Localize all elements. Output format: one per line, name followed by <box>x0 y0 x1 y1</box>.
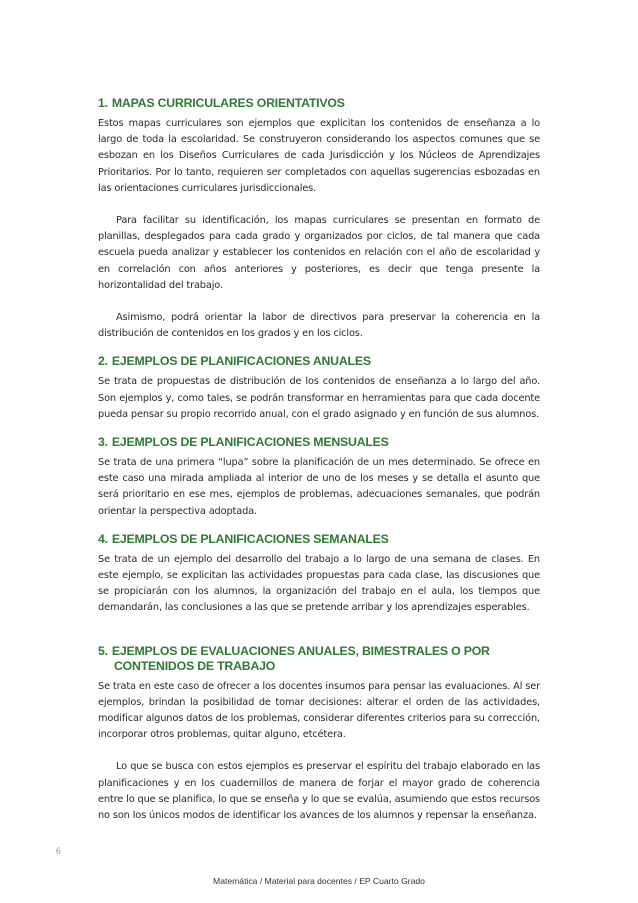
section-5-number: 5. <box>98 643 108 658</box>
section-2-paragraph-1: Se trata de propuestas de distribución de los contenidos de enseñanza a lo largo del año. Son ejemplos y, como tales, se podrán transformar en herramientas para que cada docente pueda pensar su propio recorrido anual, con el grado asignado y en función de sus alumnos. <box>98 376 540 420</box>
document-body <box>98 96 540 824</box>
section-2-number: 2. <box>98 354 108 369</box>
section-4-paragraph-1: Se trata de un ejemplo del desarrollo del trabajo a lo largo de una semana de clases. En este ejemplo, se explicitan las actividades propuestas para cada clase, las discusiones que se propiciarán con los alumnos, la organización del trabajo en el aula, los tiempos que demandarán, las conclusiones a las que se pretende arribar y los aprendizajes esperables. <box>98 553 540 614</box>
section-5-title-line-2: CONTENIDOS DE TRABAJO <box>114 658 276 673</box>
section-1-heading <box>98 96 540 111</box>
section-1-number: 1. <box>98 96 108 110</box>
page-footer: Matemática / Material para docentes / EP Cuarto Grado <box>213 876 425 886</box>
section-3-paragraph-1: Se trata de una primera “lupa” sobre la planificación de un mes determinado. Se ofrece en este caso una mirada ampliada al interior de uno de los meses y se detalla el asunto que será prioritario en ese mes, ejemplos de problemas, adecuaciones semanales, que podrán orientar la perspectiva adoptada. <box>98 457 540 517</box>
section-3-title: EJEMPLOS DE PLANIFICACIONES MENSUALES <box>111 435 389 450</box>
page-number: 6 <box>56 846 61 856</box>
section-1-paragraph-2: Para facilitar su identificación, los mapas curriculares se presentan en formato de planillas, desplegados para cada grado y organizados por ciclos, de tal manera que cada escuela pueda analizar y establecer los contenidos en relación con el año de escolaridad y en correlación con años anteriores y posteriores, es decir que tenga presente la horizontalidad del trabajo. <box>98 215 540 291</box>
section-5-title-line-1: EJEMPLOS DE EVALUACIONES ANUALES, BIMESTRALES O POR <box>111 643 490 658</box>
section-2-heading <box>98 354 540 369</box>
section-1-paragraph-1: Estos mapas curriculares son ejemplos que explicitan los contenidos de enseñanza a lo largo de toda la escolaridad. Se construyeron considerando los aspectos comunes que se esbozan en los Diseños Curriculares de cada Jurisdicción y los Núcleos de Aprendizajes Prioritarios. Por lo tanto, requieren ser completados con aquellas sugerencias esbozadas en las orientaciones curriculares jurisdiccionales. <box>98 118 540 194</box>
section-1-title: MAPAS CURRICULARES ORIENTATIVOS <box>111 96 345 110</box>
section-4-number: 4. <box>98 531 108 546</box>
section-1-paragraph-3: Asimismo, podrá orientar la labor de directivos para preservar la coherencia en la distribución de contenidos en los grados y en los ciclos. <box>98 312 540 340</box>
section-2-title: EJEMPLOS DE PLANIFICACIONES ANUALES <box>111 354 371 369</box>
section-5-paragraph-2: Lo que se busca con estos ejemplos es preservar el espíritu del trabajo elaborado en las planificaciones y en los cuadernillos de manera de forjar el mayor grado de coherencia entre lo que se planifica, lo que se enseña y lo que se evalúa, asumiendo que estos recursos no son los únicos modos de identificar los avances de los alumnos y repensar la enseñanza. <box>98 761 540 822</box>
section-5-paragraph-1: Se trata en este caso de ofrecer a los docentes insumos para pensar las evaluaciones. Al ser ejemplos, brindan la posibilidad de tomar decisiones: alterar el orden de las actividades, modificar algunos datos de los problemas, considerar diferentes criterios para su corrección, incorporar otros problemas, quitar alguno, etcétera. <box>98 680 540 741</box>
section-5-heading <box>98 644 540 674</box>
section-3-heading <box>98 435 540 450</box>
section-4-title: EJEMPLOS DE PLANIFICACIONES SEMANALES <box>111 531 389 546</box>
section-4-heading <box>98 532 540 547</box>
section-3-number: 3. <box>98 435 108 450</box>
